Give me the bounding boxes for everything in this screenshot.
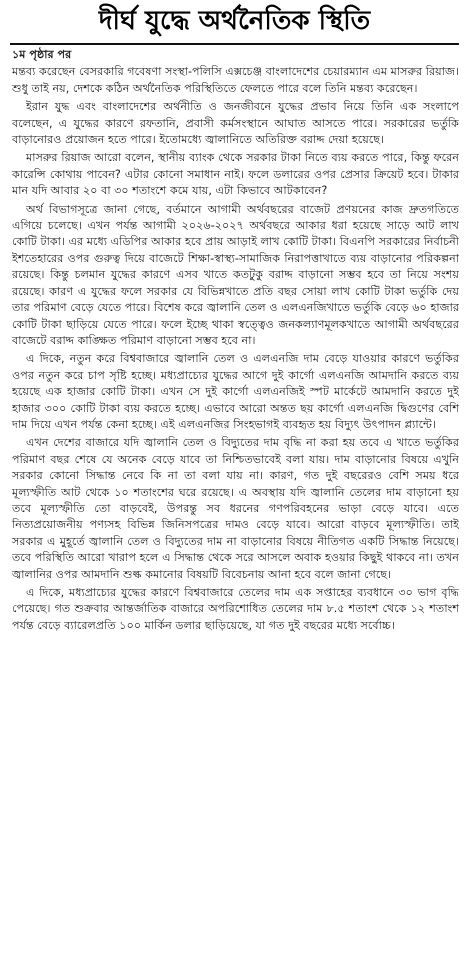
paragraph-3: মাসরুর রিয়াজ আরো বলেন, স্থানীয় ব্যাংক থেকে সরকার টাকা নিতে ব্যয় করতে পারে, কিন্তু ফরেন কারেন্সি কোথায় পাবেন? এটার কোনো সমাধান নাই। ফলে ডলারের ওপর প্রেসার ক্রিয়েট হবে। টাকার মান যদি আবার ২০ বা ৩০ শতাংশে কমে যায়, এটা কিভাবে আটকাবেন?: [12, 151, 459, 198]
paragraph-1: মন্তব্য করেছেন বেসরকারি গবেষণা সংস্থা-পলিসি এক্সচেঞ্জ বাংলাদেশের চেয়ারম্যান এম মাসরুর রিয়াজ। শুধু তাই নয়, দেশকে কঠিন অর্থনৈতিক পরিস্থিতিতে ফেলতে পারে বলে তিনি মন্তব্য করেছেন।: [12, 65, 459, 95]
paragraph-5: এ দিকে, নতুন করে বিশ্ববাজারে জ্বালানি তেল ও এলএনজি দাম বেড়ে যাওয়ার কারণে ভর্তুকির ওপর নতুন করে চাপ সৃষ্টি হচ্ছে। মধ্যপ্রাচ্যের যুদ্ধের আগে দুই কার্গো এলএনজি আমদানি করতে ব্যয় হয়েছে এক হাজার কোটি টাকা। এখন সে দুই কার্গো এলএনজিই স্পট মার্কেটে আমদানি করতে দুই হাজার ৩০০ কোটি টাকা ব্যয় করতে হচ্ছে। এভাবে আরো অন্তত ছয় কার্গো এলএনজি দ্বিগুণের বেশি দাম দিয়ে এখন পর্যন্ত কেনা হচ্ছে। এই এলএনজির সিংহভাগই ব্যবহৃত হয় বিদ্যুৎ উৎপাদন প্ল্যান্টে।: [12, 352, 459, 431]
jump-line: ১ম পৃষ্ঠার পর: [12, 48, 72, 61]
paragraph-4: অর্থ বিভাগসূত্রে জানা গেছে, বর্তমানে আগামী অর্থবছরের বাজেট প্রণয়নের কাজ দ্রুতগতিতে এগিয়ে চলেছে। এখন পর্যন্ত আগামী ২০২৬-২০২৭ অর্থবছরে আকার ধরা হয়েছে সাড়ে আট লাখ কোটি টাকা। এর মধ্যে এডিপির আকার হবে প্রায় আড়াই লাখ কোটি টাকা। বিএনপি সরকারের নির্বাচনী ইশতেহারের ওপর গুরুত্ব দিয়ে বাজেটে শিক্ষা-স্বাস্থ্য-সামাজিক নিরাপত্তাখাতে ব্যয় বাড়ানোর পরিকল্পনা রয়েছে। কিন্তু চলমান যুদ্ধের কারণে এসব খাতে কতটুকু বরাদ্দ বাড়ানো সম্ভব হবে তা নিয়ে সংশয় রয়েছে। কারণ এ যুদ্ধের ফলে সরকার যে বিভিন্নখাতে প্রতি বছর সোয়া লাখ কোটি টাকা ভর্তুকি দেয় তার পরিমাণ বেড়ে যেতে পারে। বিশেষ করে জ্বালানি তেল ও এলএনজিখাতে ভর্তুকি বেড়ে ৬০ হাজার কোটি টাকা ছাড়িয়ে যেতে পারে। ফলে ইচ্ছে থাকা স্বত্ত্বেও জনকল্যাণমূলকখাতে আগামী অর্থবছরের বাজেটে বরাদ্দ কাঙ্ক্ষিত পরিমাণ বাড়ানো সম্ভব হবে না।: [12, 202, 459, 347]
paragraph-2: ইরান যুদ্ধ এবং বাংলাদেশের অর্থনীতি ও জনজীবনে যুদ্ধের প্রভাব নিয়ে তিনি এক সংলাপে বলেছেন, এ যুদ্ধের কারণে রফতানি, প্রবাসী কর্মসংস্থানে আঘাত আসতে পারে। সরকারের ভর্তুকি বাড়ানোরও প্রয়োজন হতে পারে। ইতোমধ্যে জ্বালানিতে অতিরিক্ত বরাদ্দ দেয়া হয়েছে।: [12, 100, 459, 147]
paragraph-7: এ দিকে, মধ্যপ্রাচ্যের যুদ্ধের কারণে বিশ্ববাজারে তেলের দাম এক সপ্তাহের ব্যবধানে ৩০ ভাগ বৃদ্ধি পেয়েছে। গত শুক্রবার আন্তর্জাতিক বাজারে অপরিশোধিত তেলের দাম ৮.৫ শতাংশ থেকে ১২ শতাংশ পর্যন্ত বেড়ে ব্যারেলপ্রতি ১০০ মার্কিন ডলার ছাড়িয়েছে, যা গত দুই বছরের মধ্যে সর্বোচ্চ।: [12, 586, 459, 632]
paragraph-6: এখন দেশের বাজারে যদি জ্বালানি তেল ও বিদ্যুতের দাম বৃদ্ধি না করা হয় তবে এ খাতে ভর্তুকির পরিমাণ বছর শেষে যে অনেক বেড়ে যাবে তা নিশ্চিতভাবেই বলা যায়। দাম বাড়ানোর বিষয়ে এখুনি সরকার কোনো সিদ্ধান্ত নেবে কি না তা বলা যায় না। কারণ, গত দুই বছরেরও বেশি সময় ধরে মূল্যস্ফীতি আট থেকে ১০ শতাংশের ঘরে রয়েছে। এ অবস্থায় যদি জ্বালানি তেলের দাম বাড়ানো হয় তবে মূল্যস্ফীতি তো বাড়বেই, উপরন্তু সব ধরনের গণপরিবহনের ভাড়া বেড়ে যাবে। এতে নিত্যপ্রয়োজনীয় পণ্যসহ বিভিন্ন জিনিসপত্রের দামও বেড়ে যাবে। আরো বাড়বে মূল্যস্ফীতি। তাই সরকার এ মুহূর্তে জ্বালানি তেল ও বিদ্যুতের দাম না বাড়ানোর বিষয়ে নীতিগত একটি সিদ্ধান্ত নিয়েছে। তবে পরিস্থিতি আরো খারাপ হলে এ সিদ্ধান্ত থেকে সরে আসলে অবাক হওয়ার কিছুই থাকবে না। তখন জ্বালানির ওপর আমদানি শুল্ক কমানোর বিষয়টি বিবেচনায় আনা হবে বলে জানা গেছে।: [12, 436, 459, 581]
headline-rule: [10, 43, 459, 45]
headline: দীর্ঘ যুদ্ধে অর্থনৈতিক স্থিতি: [98, 6, 371, 36]
headline-container: [0, 0, 469, 42]
article-body: [12, 47, 459, 636]
